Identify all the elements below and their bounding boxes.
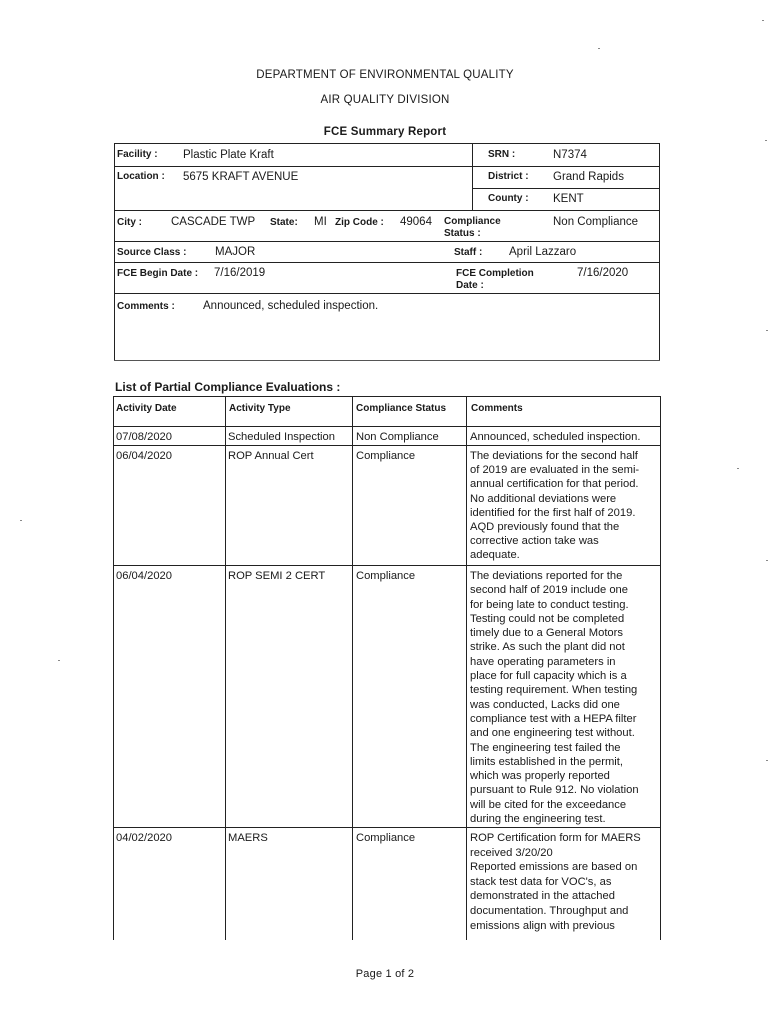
department-heading: DEPARTMENT OF ENVIRONMENTAL QUALITY bbox=[256, 69, 514, 81]
location-value: 5675 KRAFT AVENUE bbox=[183, 171, 299, 183]
fce-begin-label: FCE Begin Date : bbox=[117, 268, 199, 279]
comment-line: pursuant to Rule 912. No violation bbox=[470, 784, 639, 797]
comments-value: Announced, scheduled inspection. bbox=[203, 300, 379, 312]
row-status: Compliance bbox=[356, 450, 416, 462]
row-type: ROP Annual Cert bbox=[228, 450, 314, 462]
row-type: Scheduled Inspection bbox=[228, 431, 335, 443]
comment-line: No additional deviations were bbox=[470, 492, 617, 505]
fce-completion-label-2: Date : bbox=[456, 280, 484, 291]
comment-line: The engineering test failed the bbox=[470, 741, 621, 754]
zip-value: 49064 bbox=[400, 216, 432, 228]
comment-line: identified for the first half of 2019. bbox=[470, 506, 636, 519]
comment-line: and one engineering test without. bbox=[470, 727, 635, 740]
district-label: District : bbox=[488, 171, 529, 182]
column-header-status: Compliance Status bbox=[356, 403, 447, 414]
row-date: 06/04/2020 bbox=[116, 450, 172, 462]
row-status: Compliance bbox=[356, 832, 416, 844]
row-comments bbox=[470, 449, 660, 563]
comment-line: during the engineering test. bbox=[470, 813, 606, 826]
report-title: FCE Summary Report bbox=[323, 126, 447, 138]
row-type: ROP SEMI 2 CERT bbox=[228, 570, 326, 582]
fce-begin-value: 7/16/2019 bbox=[214, 267, 266, 279]
zip-label: Zip Code : bbox=[335, 217, 384, 228]
comment-line: corrective action take was bbox=[470, 535, 599, 548]
fce-completion-value: 7/16/2020 bbox=[577, 267, 629, 279]
scan-speck bbox=[58, 660, 60, 661]
row-type: MAERS bbox=[228, 832, 268, 844]
facility-label: Facility : bbox=[117, 149, 158, 160]
scan-speck bbox=[737, 468, 739, 469]
comment-line: will be cited for the exceedance bbox=[470, 798, 627, 811]
facility-value: Plastic Plate Kraft bbox=[183, 149, 274, 161]
county-value: KENT bbox=[553, 193, 584, 205]
fce-completion-label: FCE Completion bbox=[456, 268, 534, 279]
division-heading: AIR QUALITY DIVISION bbox=[320, 94, 450, 106]
district-value: Grand Rapids bbox=[553, 171, 624, 183]
scan-speck bbox=[762, 20, 764, 21]
comment-line: second half of 2019 include one bbox=[470, 584, 628, 597]
row-date: 06/04/2020 bbox=[116, 570, 172, 582]
comment-line: annual certification for that period. bbox=[470, 478, 639, 491]
comment-line: timely due to a General Motors bbox=[470, 627, 623, 640]
scan-speck bbox=[766, 560, 768, 561]
staff-value: April Lazzaro bbox=[509, 246, 577, 258]
comment-line: strike. As such the plant did not bbox=[470, 641, 625, 654]
source-class-value: MAJOR bbox=[215, 246, 256, 258]
comments-label: Comments : bbox=[117, 301, 175, 312]
scan-speck bbox=[766, 330, 768, 331]
comment-line: ROP Certification form for MAERS bbox=[470, 832, 641, 844]
comment-line: The deviations for the second half bbox=[470, 450, 638, 462]
city-value: CASCADE TWP bbox=[171, 216, 256, 228]
row-comments: Announced, scheduled inspection. bbox=[470, 431, 641, 443]
comment-line: of 2019 are evaluated in the semi- bbox=[470, 464, 640, 477]
scan-speck bbox=[765, 140, 767, 141]
comment-line: compliance test with a HEPA filter bbox=[470, 712, 637, 725]
comment-line: The deviations reported for the bbox=[470, 570, 623, 582]
comment-line: stack test data for VOC's, as bbox=[470, 875, 612, 888]
column-header-comments: Comments bbox=[471, 403, 523, 414]
comment-line: documentation. Throughput and bbox=[470, 904, 629, 917]
comment-line: testing requirement. When testing bbox=[470, 684, 638, 697]
comment-line: which was properly reported bbox=[470, 770, 610, 783]
row-date: 04/02/2020 bbox=[116, 832, 172, 844]
scan-speck bbox=[766, 760, 768, 761]
city-label: City : bbox=[117, 217, 142, 228]
comment-line: Testing could not be completed bbox=[470, 612, 625, 625]
scan-speck bbox=[598, 48, 600, 49]
row-date: 07/08/2020 bbox=[116, 431, 172, 443]
srn-label: SRN : bbox=[488, 149, 516, 160]
row-comments bbox=[470, 831, 660, 933]
comment-line: place for full capacity which is a bbox=[470, 670, 627, 683]
compliance-status-value: Non Compliance bbox=[553, 216, 639, 228]
compliance-status-label: Compliance bbox=[444, 216, 501, 227]
compliance-status-label-2: Status : bbox=[444, 228, 481, 239]
column-header-date: Activity Date bbox=[116, 403, 177, 414]
comment-line: Reported emissions are based on bbox=[470, 861, 638, 874]
comment-line: received 3/20/20 bbox=[470, 846, 553, 859]
comment-line: have operating parameters in bbox=[470, 655, 616, 668]
column-header-type: Activity Type bbox=[229, 403, 291, 414]
comment-line: demonstrated in the attached bbox=[470, 890, 615, 903]
row-status: Non Compliance bbox=[356, 431, 439, 443]
comment-line: AQD previously found that the bbox=[470, 521, 620, 534]
comment-line: limits established in the permit, bbox=[470, 755, 623, 768]
comment-line: was conducted, Lacks did one bbox=[470, 698, 620, 711]
county-label: County : bbox=[488, 193, 529, 204]
state-value: MI bbox=[314, 216, 327, 228]
location-label: Location : bbox=[117, 171, 165, 182]
state-label: State: bbox=[270, 217, 298, 228]
comment-line: for being late to conduct testing. bbox=[470, 598, 629, 611]
srn-value: N7374 bbox=[553, 149, 587, 161]
row-status: Compliance bbox=[356, 570, 416, 582]
comment-line: adequate. bbox=[470, 549, 520, 562]
comment-line: emissions align with previous bbox=[470, 919, 615, 932]
page-number: Page 1 of 2 bbox=[355, 968, 415, 980]
scan-speck bbox=[20, 520, 22, 521]
evaluations-title: List of Partial Compliance Evaluations : bbox=[115, 380, 341, 394]
row-comments bbox=[470, 569, 660, 826]
staff-label: Staff : bbox=[454, 247, 483, 258]
source-class-label: Source Class : bbox=[117, 247, 187, 258]
